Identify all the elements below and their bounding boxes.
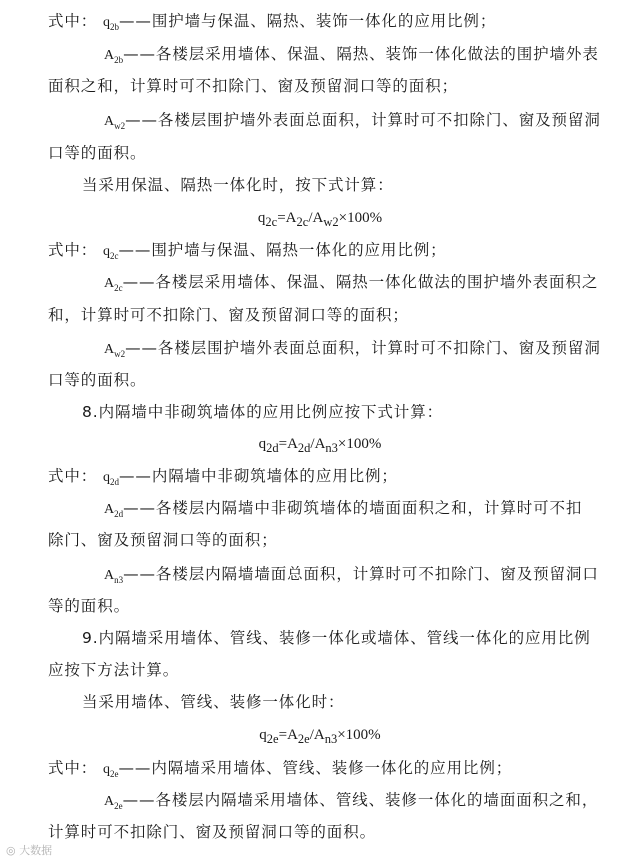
line-text: 和，计算时可不扣除门、窗及预留洞口等的面积； xyxy=(48,306,409,324)
line-text: ——各楼层采用墙体、保温、隔热、装饰一体化做法的围护墙外表 xyxy=(123,45,599,63)
line-text: ——各楼层采用墙体、保温、隔热一体化做法的围护墙外表面积之 xyxy=(122,273,599,291)
line-text: ——围护墙与保温、隔热一体化的应用比例； xyxy=(118,241,447,259)
line-4 xyxy=(104,110,640,136)
symbol: $A_{2d}$ xyxy=(104,502,124,519)
line-text: 应按下方法计算。 xyxy=(48,661,180,679)
line-text: 9.内隔墙采用墙体、管线、装修一体化或墙体、管线一体化的应用比例 xyxy=(82,629,591,647)
line-text: 面积之和，计算时可不扣除门、窗及预留洞口等的面积； xyxy=(48,77,459,95)
line-text: 8.内隔墙中非砌筑墙体的应用比例应按下式计算： xyxy=(82,403,443,421)
line-8 xyxy=(48,240,618,266)
line-text: 当采用保温、隔热一体化时，按下式计算： xyxy=(82,176,394,194)
line-text: 计算时可不扣除门、窗及预留洞口等的面积。 xyxy=(48,823,377,841)
line-text: ——各楼层内隔墙中非砌筑墙体的墙面面积之和，计算时可不扣 xyxy=(123,499,583,517)
symbol: $q_{2c}$ xyxy=(103,244,119,261)
line-20 xyxy=(82,628,640,648)
line-text: 等的面积。 xyxy=(48,597,131,615)
line-1 xyxy=(48,11,618,37)
line-25 xyxy=(104,790,640,816)
line-21 xyxy=(48,660,618,680)
line-text: ——围护墙与保温、隔热、装饰一体化的应用比例； xyxy=(119,12,497,30)
line-text: ——各楼层围护墙外表面总面积，计算时可不扣除门、窗及预留洞 xyxy=(125,111,601,129)
line-19 xyxy=(48,596,618,616)
symbol: $A_{w2}$ xyxy=(104,342,126,359)
line-text: ——内隔墙中非砌筑墙体的应用比例； xyxy=(119,467,398,485)
formula-q2c: $q_{2c}=A_{2c}/A_{w2}\times 100\%$ xyxy=(257,210,383,229)
line-13 xyxy=(82,402,640,422)
line-text: 口等的面积。 xyxy=(48,371,147,389)
line-text: ——内隔墙采用墙体、管线、装修一体化的应用比例； xyxy=(118,759,513,777)
prefix: 式中： xyxy=(48,467,98,485)
line-text: ——各楼层内隔墙采用墙体、管线、装修一体化的墙面面积之和， xyxy=(122,791,599,809)
symbol: $q_{2b}$ xyxy=(103,15,120,32)
line-text: ——各楼层内隔墙墙面总面积，计算时可不扣除门、窗及预留洞口 xyxy=(123,565,599,583)
line-17 xyxy=(48,530,618,550)
symbol: $A_{2c}$ xyxy=(104,276,123,293)
symbol: $A_{w2}$ xyxy=(104,114,126,131)
watermark: ◎ 大数据 xyxy=(6,844,53,857)
line-22 xyxy=(82,692,640,712)
prefix: 式中： xyxy=(48,241,98,259)
symbol: $A_{2e}$ xyxy=(104,794,123,811)
line-3 xyxy=(48,76,618,96)
symbol: $A_{n3}$ xyxy=(104,568,124,585)
watermark-icon: ◎ xyxy=(6,844,16,857)
line-text: 除门、窗及预留洞口等的面积； xyxy=(48,531,278,549)
line-text: 当采用墙体、管线、装修一体化时： xyxy=(82,693,345,711)
line-text: 口等的面积。 xyxy=(48,144,147,162)
formula-q2e: $q_{2e}=A_{2e}/A_{n3}\times 100\%$ xyxy=(259,727,381,746)
line-12 xyxy=(48,370,618,390)
symbol: $A_{2b}$ xyxy=(104,48,124,65)
prefix: 式中： xyxy=(48,12,98,30)
line-text: ——各楼层围护墙外表面总面积，计算时可不扣除门、窗及预留洞 xyxy=(125,339,601,357)
line-15 xyxy=(48,466,618,492)
symbol: $q_{2e}$ xyxy=(103,762,119,779)
line-11 xyxy=(104,338,640,364)
line-6 xyxy=(82,175,640,195)
symbol: $q_{2d}$ xyxy=(103,470,120,487)
line-18 xyxy=(104,564,640,590)
line-2 xyxy=(104,44,640,70)
line-9 xyxy=(104,272,640,298)
line-10 xyxy=(48,305,618,325)
line-26 xyxy=(48,822,618,842)
line-16 xyxy=(104,498,640,524)
line-24 xyxy=(48,758,618,784)
formula-q2d: $q_{2d}=A_{2d}/A_{n3}\times 100\%$ xyxy=(258,436,382,455)
prefix: 式中： xyxy=(48,759,98,777)
line-5 xyxy=(48,143,618,163)
